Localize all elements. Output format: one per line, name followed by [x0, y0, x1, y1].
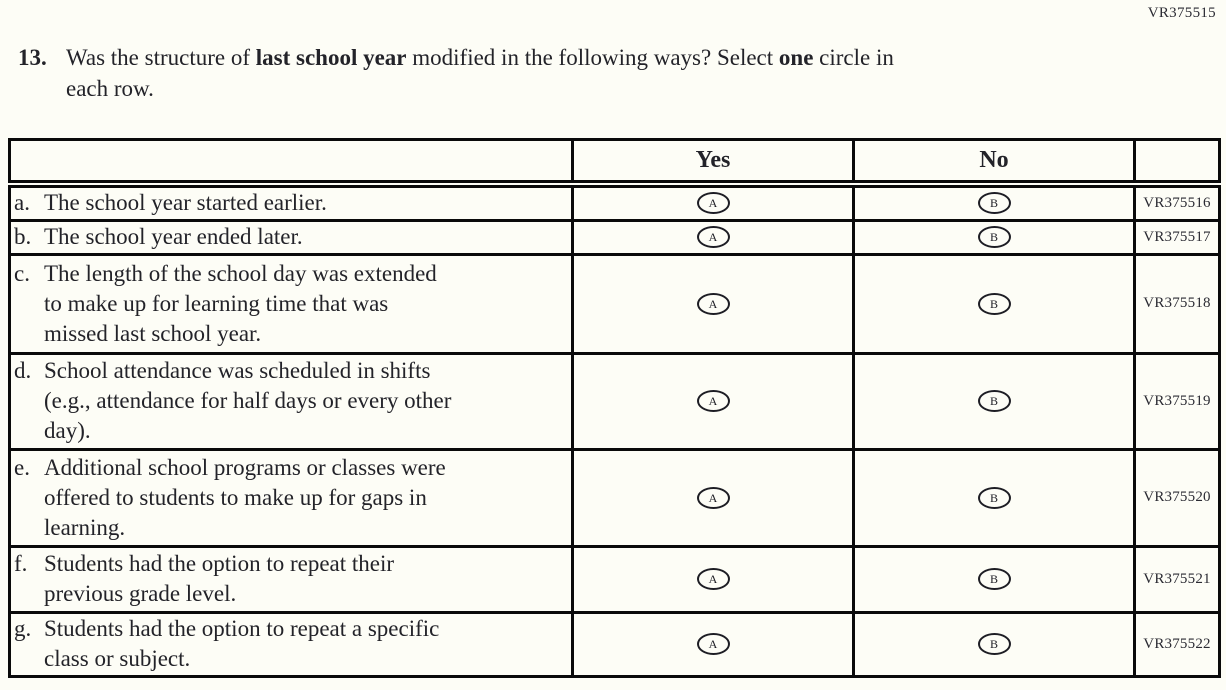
no-option-bubble[interactable] [978, 390, 1011, 412]
no-option-bubble[interactable] [978, 226, 1011, 248]
no-cell [854, 353, 1135, 449]
bubble-letter: A [708, 572, 718, 586]
row-code: VR375522 [1135, 612, 1220, 676]
statement-line: offered to students to make up for gaps in [44, 484, 427, 510]
no-cell [854, 220, 1135, 254]
question-table [8, 138, 1221, 678]
statement-line: Students had the option to repeat their [44, 551, 395, 576]
statement-cell [10, 546, 573, 612]
row-code: VR375516 [1135, 184, 1220, 221]
no-option-bubble[interactable] [978, 487, 1011, 509]
yes-cell [573, 449, 854, 546]
statement-line: The length of the school day was extended [44, 260, 437, 286]
question-text-bold: last school year [255, 45, 407, 70]
no-cell [854, 254, 1135, 353]
statement-line: School attendance was scheduled in shifts [44, 358, 431, 383]
row-letter: g. [14, 616, 32, 641]
yes-cell [573, 353, 854, 449]
row-code: VR375521 [1135, 546, 1220, 612]
bubble-letter: A [708, 490, 718, 505]
statement-line: Students had the option to repeat a specific [44, 616, 440, 641]
statement-line: learning. [44, 514, 126, 540]
yes-option-bubble[interactable] [697, 390, 730, 412]
statement-line: to make up for learning time that was [44, 290, 389, 316]
question-number: 13. [18, 45, 47, 70]
row-code: VR375520 [1135, 449, 1220, 546]
yes-cell [573, 254, 854, 353]
row-letter: c. [14, 260, 30, 286]
statement-line: The school year started earlier. [44, 190, 327, 215]
bubble-letter: B [989, 490, 998, 505]
no-option-bubble[interactable] [978, 192, 1011, 214]
yes-cell [573, 220, 854, 254]
no-cell [854, 612, 1135, 676]
no-cell [854, 449, 1135, 546]
bubble-letter: A [708, 637, 718, 651]
no-option-bubble[interactable] [978, 293, 1011, 315]
row-letter: f. [14, 551, 28, 576]
yes-option-bubble[interactable] [697, 192, 730, 214]
statement-line: The school year ended later. [44, 224, 303, 249]
yes-option-bubble[interactable] [697, 633, 730, 655]
question-text [66, 42, 1120, 104]
statement-line: day). [44, 418, 91, 443]
no-option-bubble[interactable] [978, 568, 1011, 590]
no-cell [854, 184, 1135, 221]
table-row-c [10, 254, 1220, 353]
row-code: VR375518 [1135, 254, 1220, 353]
yes-option-bubble[interactable] [697, 293, 730, 315]
statement-cell [10, 254, 573, 353]
row-code: VR375517 [1135, 220, 1220, 254]
form-code: VR375515 [1147, 5, 1216, 21]
bubble-letter: B [989, 394, 998, 408]
statement-cell [10, 184, 573, 221]
bubble-letter: A [708, 196, 718, 210]
row-letter: e. [14, 454, 30, 480]
bubble-letter: A [708, 394, 718, 408]
table-row-b [10, 220, 1220, 254]
yes-option-bubble[interactable] [697, 487, 730, 509]
row-letter: d. [14, 358, 32, 383]
no-cell [854, 546, 1135, 612]
yes-cell [573, 612, 854, 676]
table-row-e [10, 449, 1220, 546]
statement-line: Additional school programs or classes were [44, 454, 446, 480]
bubble-letter: B [989, 196, 998, 210]
row-code: VR375519 [1135, 353, 1220, 449]
statement-line: (e.g., attendance for half days or every other [44, 388, 452, 413]
yes-cell [573, 184, 854, 221]
statement-cell [10, 353, 573, 449]
row-letter: a. [14, 190, 30, 215]
header-code-cell [1135, 140, 1220, 184]
yes-cell [573, 546, 854, 612]
statement-cell [10, 449, 573, 546]
table-row-g [10, 612, 1220, 676]
yes-option-bubble[interactable] [697, 226, 730, 248]
question-text-part: each row. [66, 76, 154, 101]
statement-line: missed last school year. [44, 320, 262, 346]
bubble-letter: A [708, 230, 718, 244]
question-text-bold: one [778, 45, 814, 70]
table-row-d [10, 353, 1220, 449]
column-header-no: No [854, 140, 1135, 184]
question-text-part: modified in the following ways? Select [406, 45, 779, 70]
column-header-yes: Yes [573, 140, 854, 184]
statement-line: class or subject. [44, 646, 191, 671]
question-13 [0, 42, 1120, 104]
bubble-letter: B [989, 296, 998, 311]
question-text-part: circle in [813, 45, 894, 70]
bubble-letter: B [989, 637, 998, 651]
header-statement-cell [10, 140, 573, 184]
row-letter: b. [14, 224, 32, 249]
question-text-part: Was the structure of [66, 45, 256, 70]
bubble-letter: A [708, 296, 718, 311]
statement-line: previous grade level. [44, 581, 237, 606]
bubble-letter: B [989, 572, 998, 586]
statement-cell [10, 220, 573, 254]
statement-cell [10, 612, 573, 676]
no-option-bubble[interactable] [978, 633, 1011, 655]
bubble-letter: B [989, 230, 998, 244]
table-row-a [10, 184, 1220, 221]
table-header-row [10, 140, 1220, 184]
table-row-f [10, 546, 1220, 612]
yes-option-bubble[interactable] [697, 568, 730, 590]
